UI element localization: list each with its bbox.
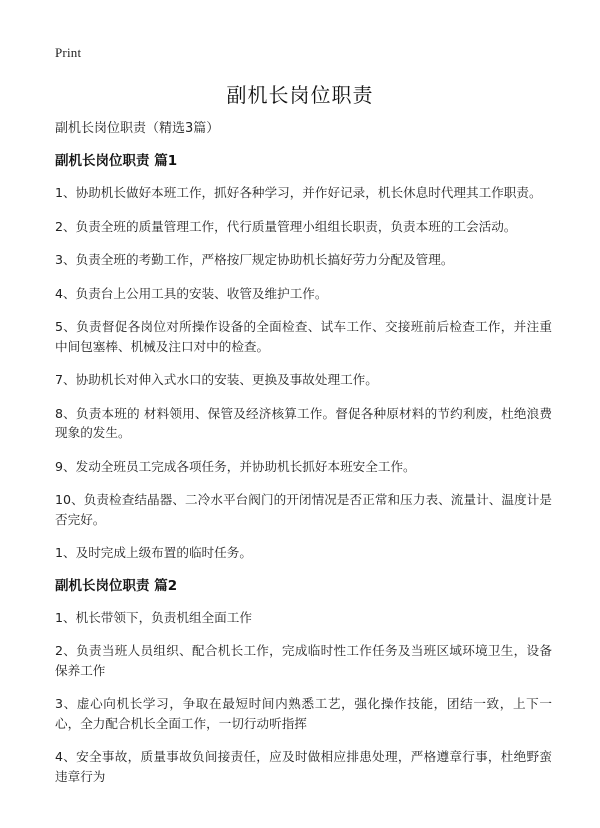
list-item: 4、负责台上公用工具的安装、收管及维护工作。 xyxy=(55,285,328,301)
section-2 xyxy=(55,577,552,787)
section-heading: 副机长岗位职责 篇2 xyxy=(55,577,178,594)
list-item: 2、负责全班的质量管理工作，代行质量管理小组组长职责，负责本班的工会活动。 xyxy=(55,218,517,234)
list-item: 9、发动全班员工完成各项任务，并协助机长抓好本班安全工作。 xyxy=(55,458,416,474)
list-item: 10、负责检查结晶器、二冷水平台阀门的开闭情况是否正常和压力表、流量计、温度计是否完好。 xyxy=(55,492,552,527)
list-item: 4、安全事故，质量事故负间接责任，应及时做相应排患处理，严格遵章行事，杜绝野蛮违章行为 xyxy=(55,749,552,784)
print-label: Print xyxy=(55,45,82,60)
list-item: 1、协助机长做好本班工作，抓好各种学习，并作好记录，机长休息时代理其工作职责。 xyxy=(55,185,542,200)
page-title: 副机长岗位职责 xyxy=(226,83,374,107)
list-item: 1、及时完成上级布置的临时任务。 xyxy=(55,545,252,560)
section-1 xyxy=(55,152,552,563)
list-item: 3、负责全班的考勤工作，严格按厂规定协助机长搞好劳力分配及管理。 xyxy=(55,252,454,267)
list-item: 1、机长带领下，负责机组全面工作 xyxy=(55,609,252,625)
list-item: 3、虚心向机长学习，争取在最短时间内熟悉工艺，强化操作技能，团结一致，上下一心，全力配合机长全面工作，一切行动听指挥 xyxy=(55,696,552,731)
list-item: 8、负责本班的 材料领用、保管及经济核算工作。督促各种原材料的节约利废，杜绝浪费现象的发生。 xyxy=(55,405,552,440)
document-subtitle: 副机长岗位职责（精选3篇） xyxy=(55,121,220,136)
document-body xyxy=(55,119,552,800)
list-item: 2、负责当班人员组织、配合机长工作，完成临时性工作任务及当班区域环境卫生，设备保养工作 xyxy=(55,643,552,678)
section-heading: 副机长岗位职责 篇1 xyxy=(55,153,178,169)
list-item: 7、协助机长对伸入式水口的安装、更换及事故处理工作。 xyxy=(55,372,378,387)
list-item: 5、负责督促各岗位对所操作设备的全面检查、试车工作、交接班前后检查工作，并注重中间包塞棒、机械及注口对中的检查。 xyxy=(55,319,552,354)
